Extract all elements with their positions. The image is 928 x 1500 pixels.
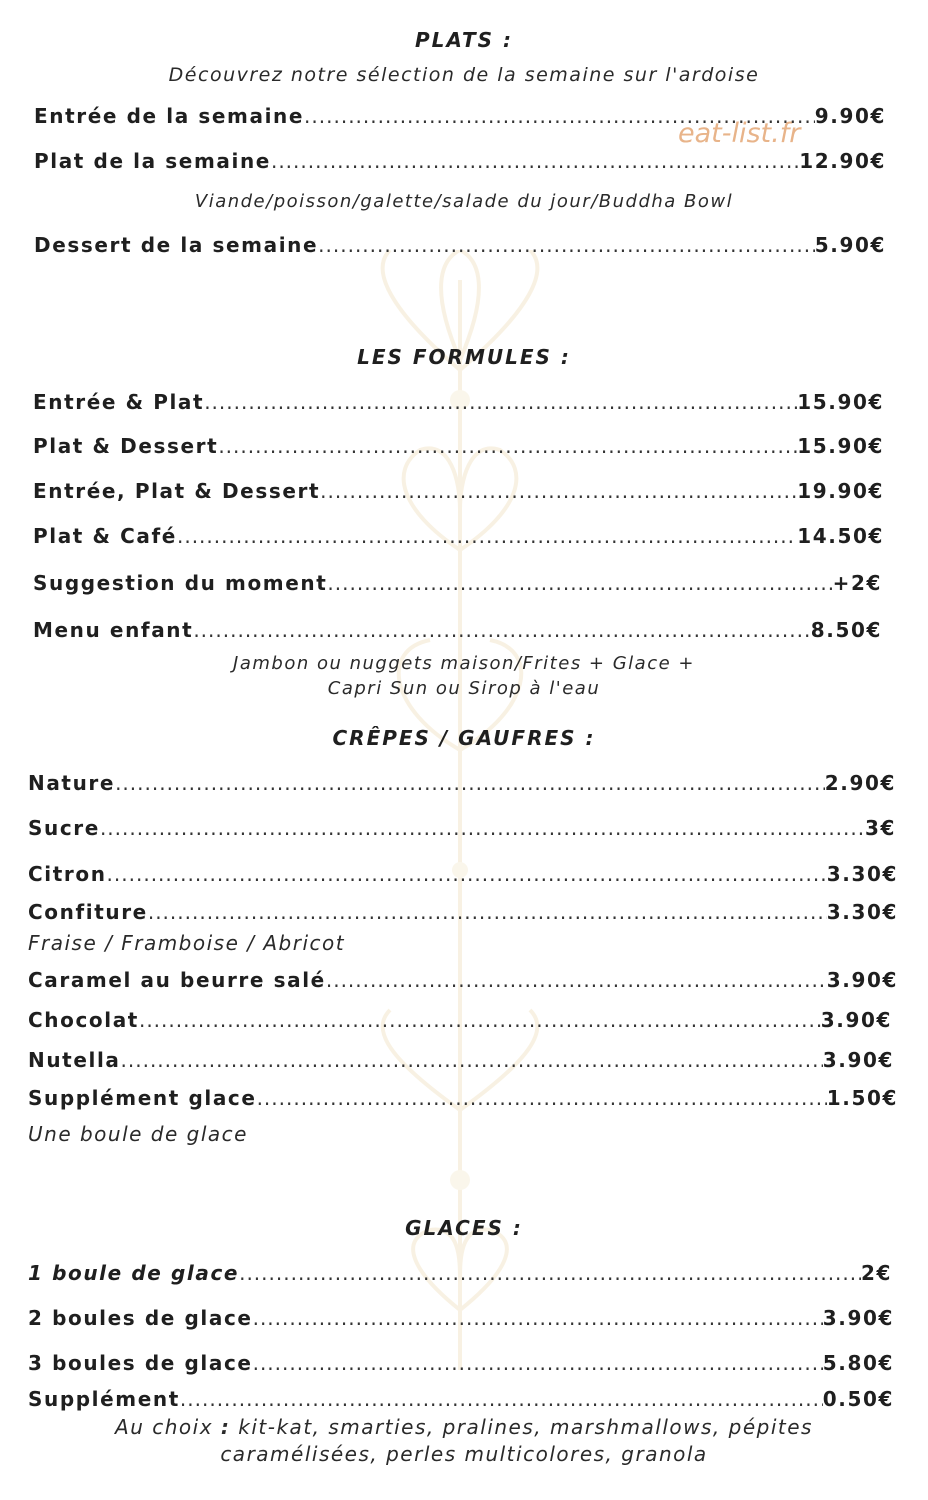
menu-item xyxy=(28,1306,894,1330)
menu-item xyxy=(34,149,886,173)
leader-dots xyxy=(204,390,797,414)
menu-item xyxy=(33,479,884,503)
item-price: 15.90€ xyxy=(797,390,884,414)
item-name: Entrée & Plat xyxy=(33,390,205,414)
item-price: 19.90€ xyxy=(797,479,884,503)
leader-dots xyxy=(318,233,815,257)
section-title-glaces: GLACES : xyxy=(405,1216,523,1240)
item-price: 3.30€ xyxy=(826,862,898,886)
section-title-crepes: CRÊPES / GAUFRES : xyxy=(332,726,596,750)
item-name: Dessert de la semaine xyxy=(34,233,319,257)
item-name: Caramel au beurre salé xyxy=(28,968,326,992)
item-price: 3.90€ xyxy=(826,968,898,992)
menu-item xyxy=(28,1086,898,1110)
menu-item xyxy=(28,1261,892,1285)
item-name: Supplément xyxy=(28,1387,180,1411)
menu-enfant-note-line-2: Capri Sun ou Sirop à l'eau xyxy=(327,678,601,699)
item-name: 2 boules de glace xyxy=(28,1306,253,1330)
menu-item xyxy=(28,1008,892,1032)
item-name: Entrée, Plat & Dessert xyxy=(33,479,321,503)
menu-item xyxy=(28,771,896,795)
item-name: 1 boule de glace xyxy=(28,1261,240,1285)
item-name: Sucre xyxy=(28,816,100,840)
item-name: Plat de la semaine xyxy=(34,149,271,173)
leader-dots xyxy=(304,104,815,128)
item-price: 15.90€ xyxy=(797,434,884,458)
leader-dots xyxy=(121,1048,823,1072)
menu-item xyxy=(28,1387,894,1411)
item-name: Entrée de la semaine xyxy=(34,104,305,128)
leader-dots xyxy=(239,1261,861,1285)
menu-item xyxy=(34,233,886,257)
menu-item xyxy=(28,1351,894,1375)
leader-dots xyxy=(177,524,797,548)
leader-dots xyxy=(148,900,827,924)
menu-enfant-note-line-1: Jambon ou nuggets maison/Frites + Glace + xyxy=(233,653,695,674)
item-name: Nutella xyxy=(28,1048,121,1072)
confiture-note: Fraise / Framboise / Abricot xyxy=(28,931,346,955)
item-name: 3 boules de glace xyxy=(28,1351,253,1375)
menu-item xyxy=(34,104,886,128)
leader-dots xyxy=(193,618,810,642)
item-price: 2€ xyxy=(860,1261,892,1285)
item-price: 3€ xyxy=(864,816,896,840)
menu-item xyxy=(28,900,898,924)
note-colon: : xyxy=(220,1415,231,1439)
supplement-note-line-2: caramélisées, perles multicolores, granola xyxy=(220,1442,708,1466)
menu-item xyxy=(33,434,884,458)
leader-dots xyxy=(139,1008,821,1032)
leader-dots xyxy=(271,149,799,173)
item-price: 3.90€ xyxy=(822,1048,894,1072)
leader-dots xyxy=(115,771,825,795)
leader-dots xyxy=(100,816,865,840)
item-name: Confiture xyxy=(28,900,148,924)
menu-item xyxy=(28,816,896,840)
section-title-plats: PLATS : xyxy=(415,28,513,52)
item-price: 9.90€ xyxy=(814,104,886,128)
plat-note: Viande/poisson/galette/salade du jour/Buddha Bowl xyxy=(194,191,734,212)
item-price: 5.90€ xyxy=(814,233,886,257)
item-price: 5.80€ xyxy=(822,1351,894,1375)
item-price: 3.90€ xyxy=(820,1008,892,1032)
supplement-note-line-1 xyxy=(0,1415,928,1439)
leader-dots xyxy=(257,1086,827,1110)
item-price: 14.50€ xyxy=(797,524,884,548)
note-prefix: Au choix xyxy=(115,1415,221,1439)
item-price: 3.90€ xyxy=(822,1306,894,1330)
note-text: kit-kat, smarties, pralines, marshmallows, pépites xyxy=(230,1415,813,1439)
item-price: 2.90€ xyxy=(824,771,896,795)
item-price: 12.90€ xyxy=(799,149,886,173)
item-name: Citron xyxy=(28,862,107,886)
item-name: Suggestion du moment xyxy=(33,571,328,595)
item-price: +2€ xyxy=(832,571,882,595)
menu-item xyxy=(28,1048,894,1072)
item-name: Plat & Dessert xyxy=(33,434,219,458)
leader-dots xyxy=(320,479,797,503)
watermark-logo: eat-list.fr xyxy=(678,118,801,149)
item-name: Menu enfant xyxy=(33,618,194,642)
menu-item xyxy=(28,968,898,992)
menu-item xyxy=(33,524,884,548)
item-name: Plat & Café xyxy=(33,524,177,548)
item-price: 8.50€ xyxy=(810,618,882,642)
leader-dots xyxy=(107,862,827,886)
leader-dots xyxy=(180,1387,823,1411)
leader-dots xyxy=(218,434,797,458)
menu-item xyxy=(33,618,882,642)
leader-dots xyxy=(327,571,832,595)
item-name: Nature xyxy=(28,771,116,795)
plats-subtitle: Découvrez notre sélection de la semaine sur l'ardoise xyxy=(168,64,760,86)
menu-item xyxy=(33,571,882,595)
supplement-glace-note: Une boule de glace xyxy=(28,1122,248,1146)
leader-dots xyxy=(326,968,827,992)
item-name: Supplément glace xyxy=(28,1086,257,1110)
leader-dots xyxy=(253,1306,823,1330)
section-title-formules: LES FORMULES : xyxy=(357,345,571,369)
leader-dots xyxy=(253,1351,823,1375)
item-price: 1.50€ xyxy=(826,1086,898,1110)
menu-item xyxy=(33,390,884,414)
item-price: 0.50€ xyxy=(822,1387,894,1411)
item-price: 3.30€ xyxy=(826,900,898,924)
item-name: Chocolat xyxy=(28,1008,139,1032)
menu-item xyxy=(28,862,898,886)
